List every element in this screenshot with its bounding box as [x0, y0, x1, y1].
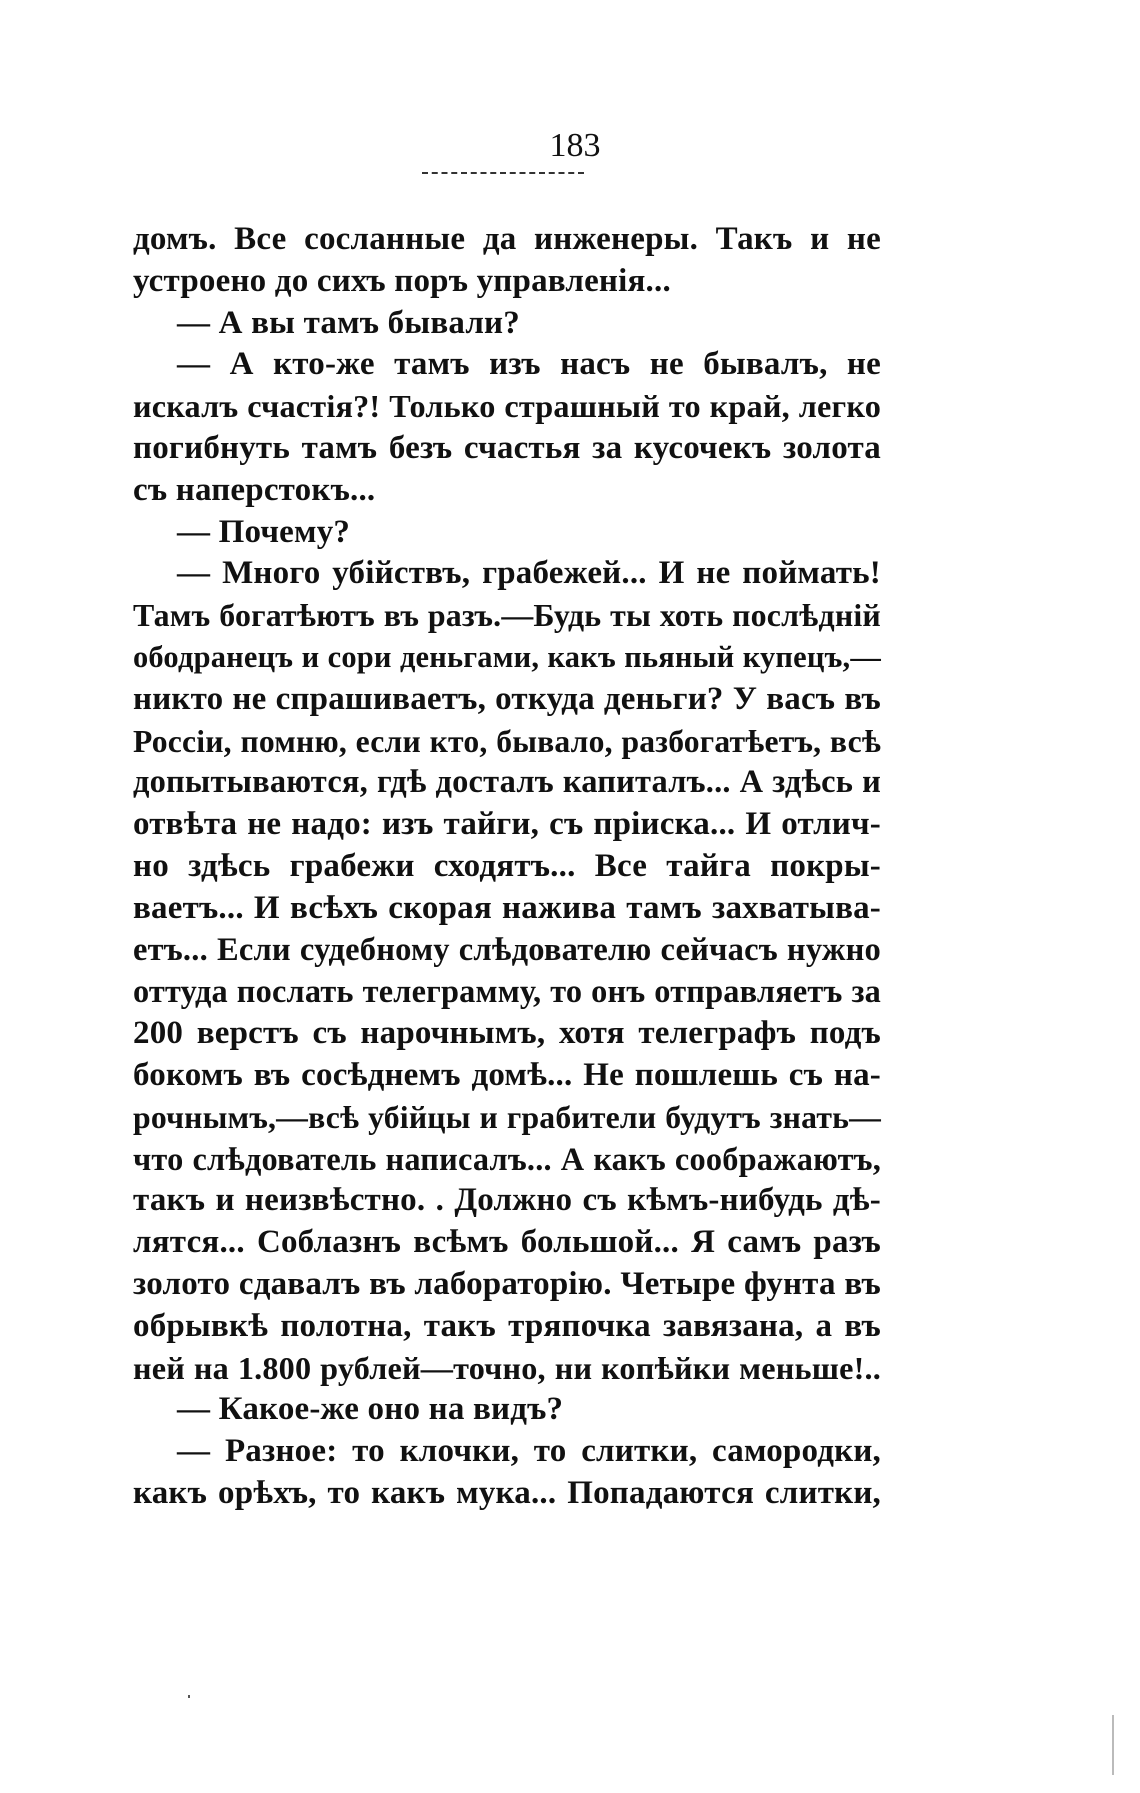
body-text — [133, 219, 881, 1515]
scan-edge-mark — [1112, 1715, 1114, 1775]
scan-speck — [188, 1695, 190, 1698]
text-line: съ наперстокъ... — [133, 471, 376, 508]
text-line: 200 верстъ съ нарочнымъ, хотя телеграфъ подъ — [133, 1015, 881, 1052]
header-rule — [422, 172, 584, 174]
text-line: — Разное: то клочки, то слитки, самородки, — [177, 1433, 881, 1470]
text-line: золото сдавалъ въ лабораторію. Четыре фунта въ — [133, 1265, 881, 1302]
text-line: Россіи, помню, если кто, бывало, разбогатѣетъ, всѣ — [133, 723, 881, 759]
text-line: устроено до сихъ поръ управленія... — [133, 262, 671, 299]
text-line: но здѣсь грабежи сходятъ... Все тайга покры- — [133, 847, 881, 884]
text-line: какъ орѣхъ, то какъ мука... Попадаются слитки, — [133, 1474, 881, 1511]
text-line: отвѣта не надо: изъ тайги, съ пріиска... И отлич- — [133, 806, 881, 843]
text-line: рочнымъ,—всѣ убійцы и грабители будутъ знать— — [133, 1099, 881, 1135]
text-line: — Почему? — [177, 513, 351, 550]
text-line: обрывкѣ полотна, такъ тряпочка завязана, а въ — [133, 1307, 881, 1344]
text-line: что слѣдователь написалъ... А какъ соображаютъ, — [133, 1140, 881, 1177]
text-line: лятся... Соблазнъ всѣмъ большой... Я самъ разъ — [133, 1224, 881, 1261]
text-line: — А кто-же тамъ изъ насъ не бывалъ, не — [177, 346, 881, 383]
text-line: — Какое-же оно на видъ? — [177, 1391, 564, 1428]
text-line: — Много убійствъ, грабежей... И не поймать! — [177, 555, 881, 592]
text-line: допытываются, гдѣ досталъ капиталъ... А здѣсь и — [133, 764, 881, 801]
text-line: домъ. Все сосланные да инженеры. Такъ и не — [133, 221, 881, 257]
text-line: ваетъ... И всѣхъ скорая нажива тамъ захватыва- — [133, 889, 881, 926]
text-line: етъ... Если судебному слѣдователю сейчасъ нужно — [133, 931, 881, 968]
text-line: погибнуть тамъ безъ счастья за кусочекъ золота — [133, 429, 881, 466]
text-line: ней на 1.800 рублей—точно, ни копѣйки меньше!.. — [133, 1349, 881, 1386]
text-line: оттуда послать телеграмму, то онъ отправляетъ за — [133, 973, 881, 1010]
text-line: такъ и неизвѣстно. . Должно съ кѣмъ-нибудь дѣ- — [133, 1182, 881, 1219]
text-line: искалъ счастія?! Только страшный то край, легко — [133, 388, 881, 425]
text-line: бокомъ въ сосѣднемъ домѣ... Не пошлешь съ на- — [133, 1056, 881, 1093]
text-line: никто не спрашиваетъ, откуда деньги? У васъ въ — [133, 680, 881, 717]
text-line: Тамъ богатѣютъ въ разъ.—Будь ты хоть послѣдній — [133, 598, 881, 634]
page-number: 183 — [549, 127, 601, 164]
text-line: ободранецъ и сори деньгами, какъ пьяный купецъ,— — [133, 639, 881, 674]
text-line: — А вы тамъ бывали? — [177, 304, 520, 341]
